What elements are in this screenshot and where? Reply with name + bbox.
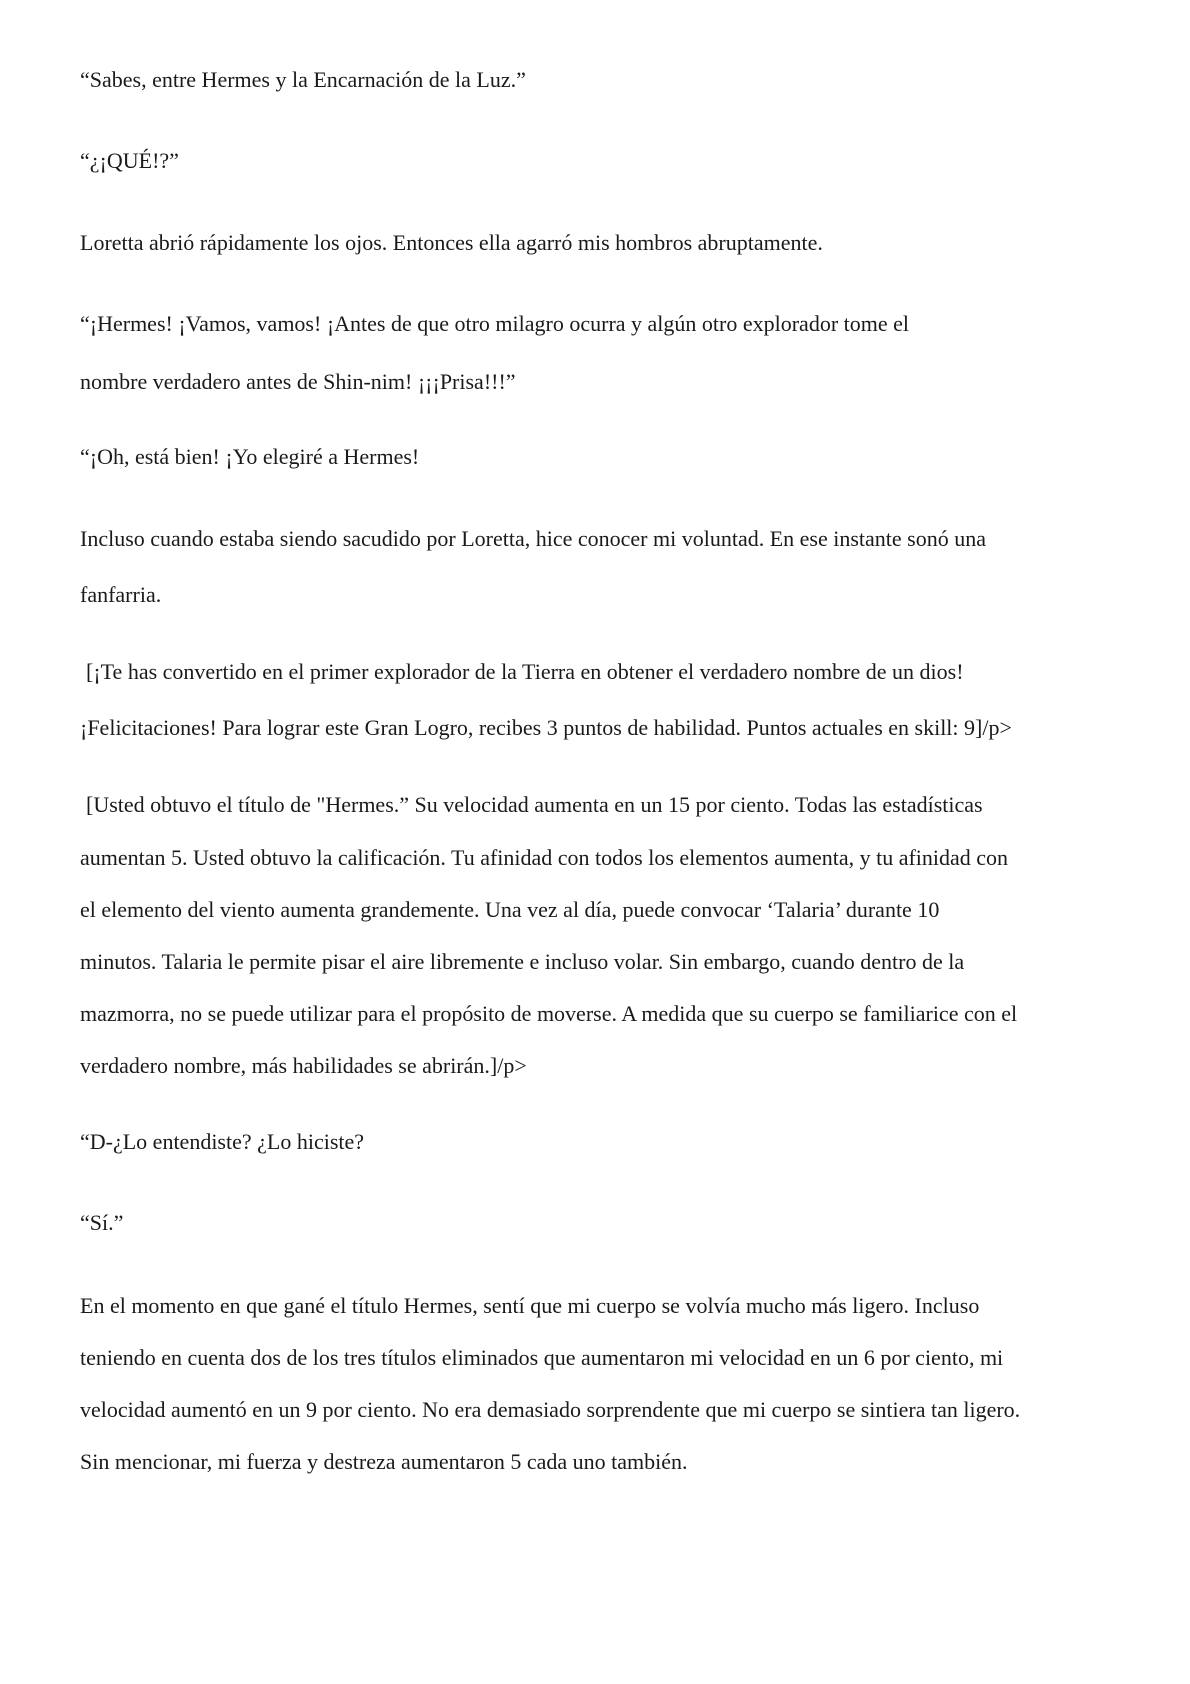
system-message-line: [¡Te has convertido en el primer explorador de la Tierra en obtener el verdadero nombre de un dios! [86,659,964,684]
text-line: Sin mencionar, mi fuerza y destreza aumentaron 5 cada uno también. [80,1449,688,1474]
text-line: fanfarria. [80,582,162,607]
system-message-line: ¡Felicitaciones! Para lograr este Gran Logro, recibes 3 puntos de habilidad. Puntos actuales en skill: 9]/p> [80,715,1012,740]
system-message-line: aumentan 5. Usted obtuvo la calificación. Tu afinidad con todos los elementos aumenta, y tu afinidad con [80,845,1009,870]
text-line: “Sabes, entre Hermes y la Encarnación de la Luz.” [80,67,526,92]
system-message-line: verdadero nombre, más habilidades se abrirán.]/p> [80,1053,527,1078]
text-line: “D-¿Lo entendiste? ¿Lo hiciste? [80,1129,365,1154]
system-message-line: [Usted obtuvo el título de "Hermes.” Su velocidad aumenta en un 15 por ciento. Todas las estadísticas [86,792,983,817]
text-line: Loretta abrió rápidamente los ojos. Entonces ella agarró mis hombros abruptamente. [80,230,823,255]
text-line: En el momento en que gané el título Hermes, sentí que mi cuerpo se volvía mucho más ligero. Incluso [80,1293,980,1318]
text-line: Incluso cuando estaba siendo sacudido por Loretta, hice conocer mi voluntad. En ese instante sonó una [80,526,987,551]
system-message-line: minutos. Talaria le permite pisar el aire libremente e incluso volar. Sin embargo, cuando dentro de la [80,949,965,974]
text-line: velocidad aumentó en un 9 por ciento. No era demasiado sorprendente que mi cuerpo se sintiera tan ligero. [80,1397,1021,1422]
text-line: nombre verdadero antes de Shin-nim! ¡¡¡Prisa!!!” [80,369,516,394]
system-message-line: mazmorra, no se puede utilizar para el propósito de moverse. A medida que su cuerpo se familiarice con el [80,1001,1018,1026]
text-line: “¡Hermes! ¡Vamos, vamos! ¡Antes de que otro milagro ocurra y algún otro explorador tome el [80,311,910,336]
text-line: teniendo en cuenta dos de los tres títulos eliminados que aumentaron mi velocidad en un 6 por ciento, mi [80,1345,1004,1370]
text-line: “¡Oh, está bien! ¡Yo elegiré a Hermes! [80,444,420,469]
text-line: “¿¡QUÉ!?” [80,148,179,173]
system-message-line: el elemento del viento aumenta grandemente. Una vez al día, puede convocar ‘Talaria’ durante 10 [80,897,940,922]
text-line: “Sí.” [80,1210,124,1235]
